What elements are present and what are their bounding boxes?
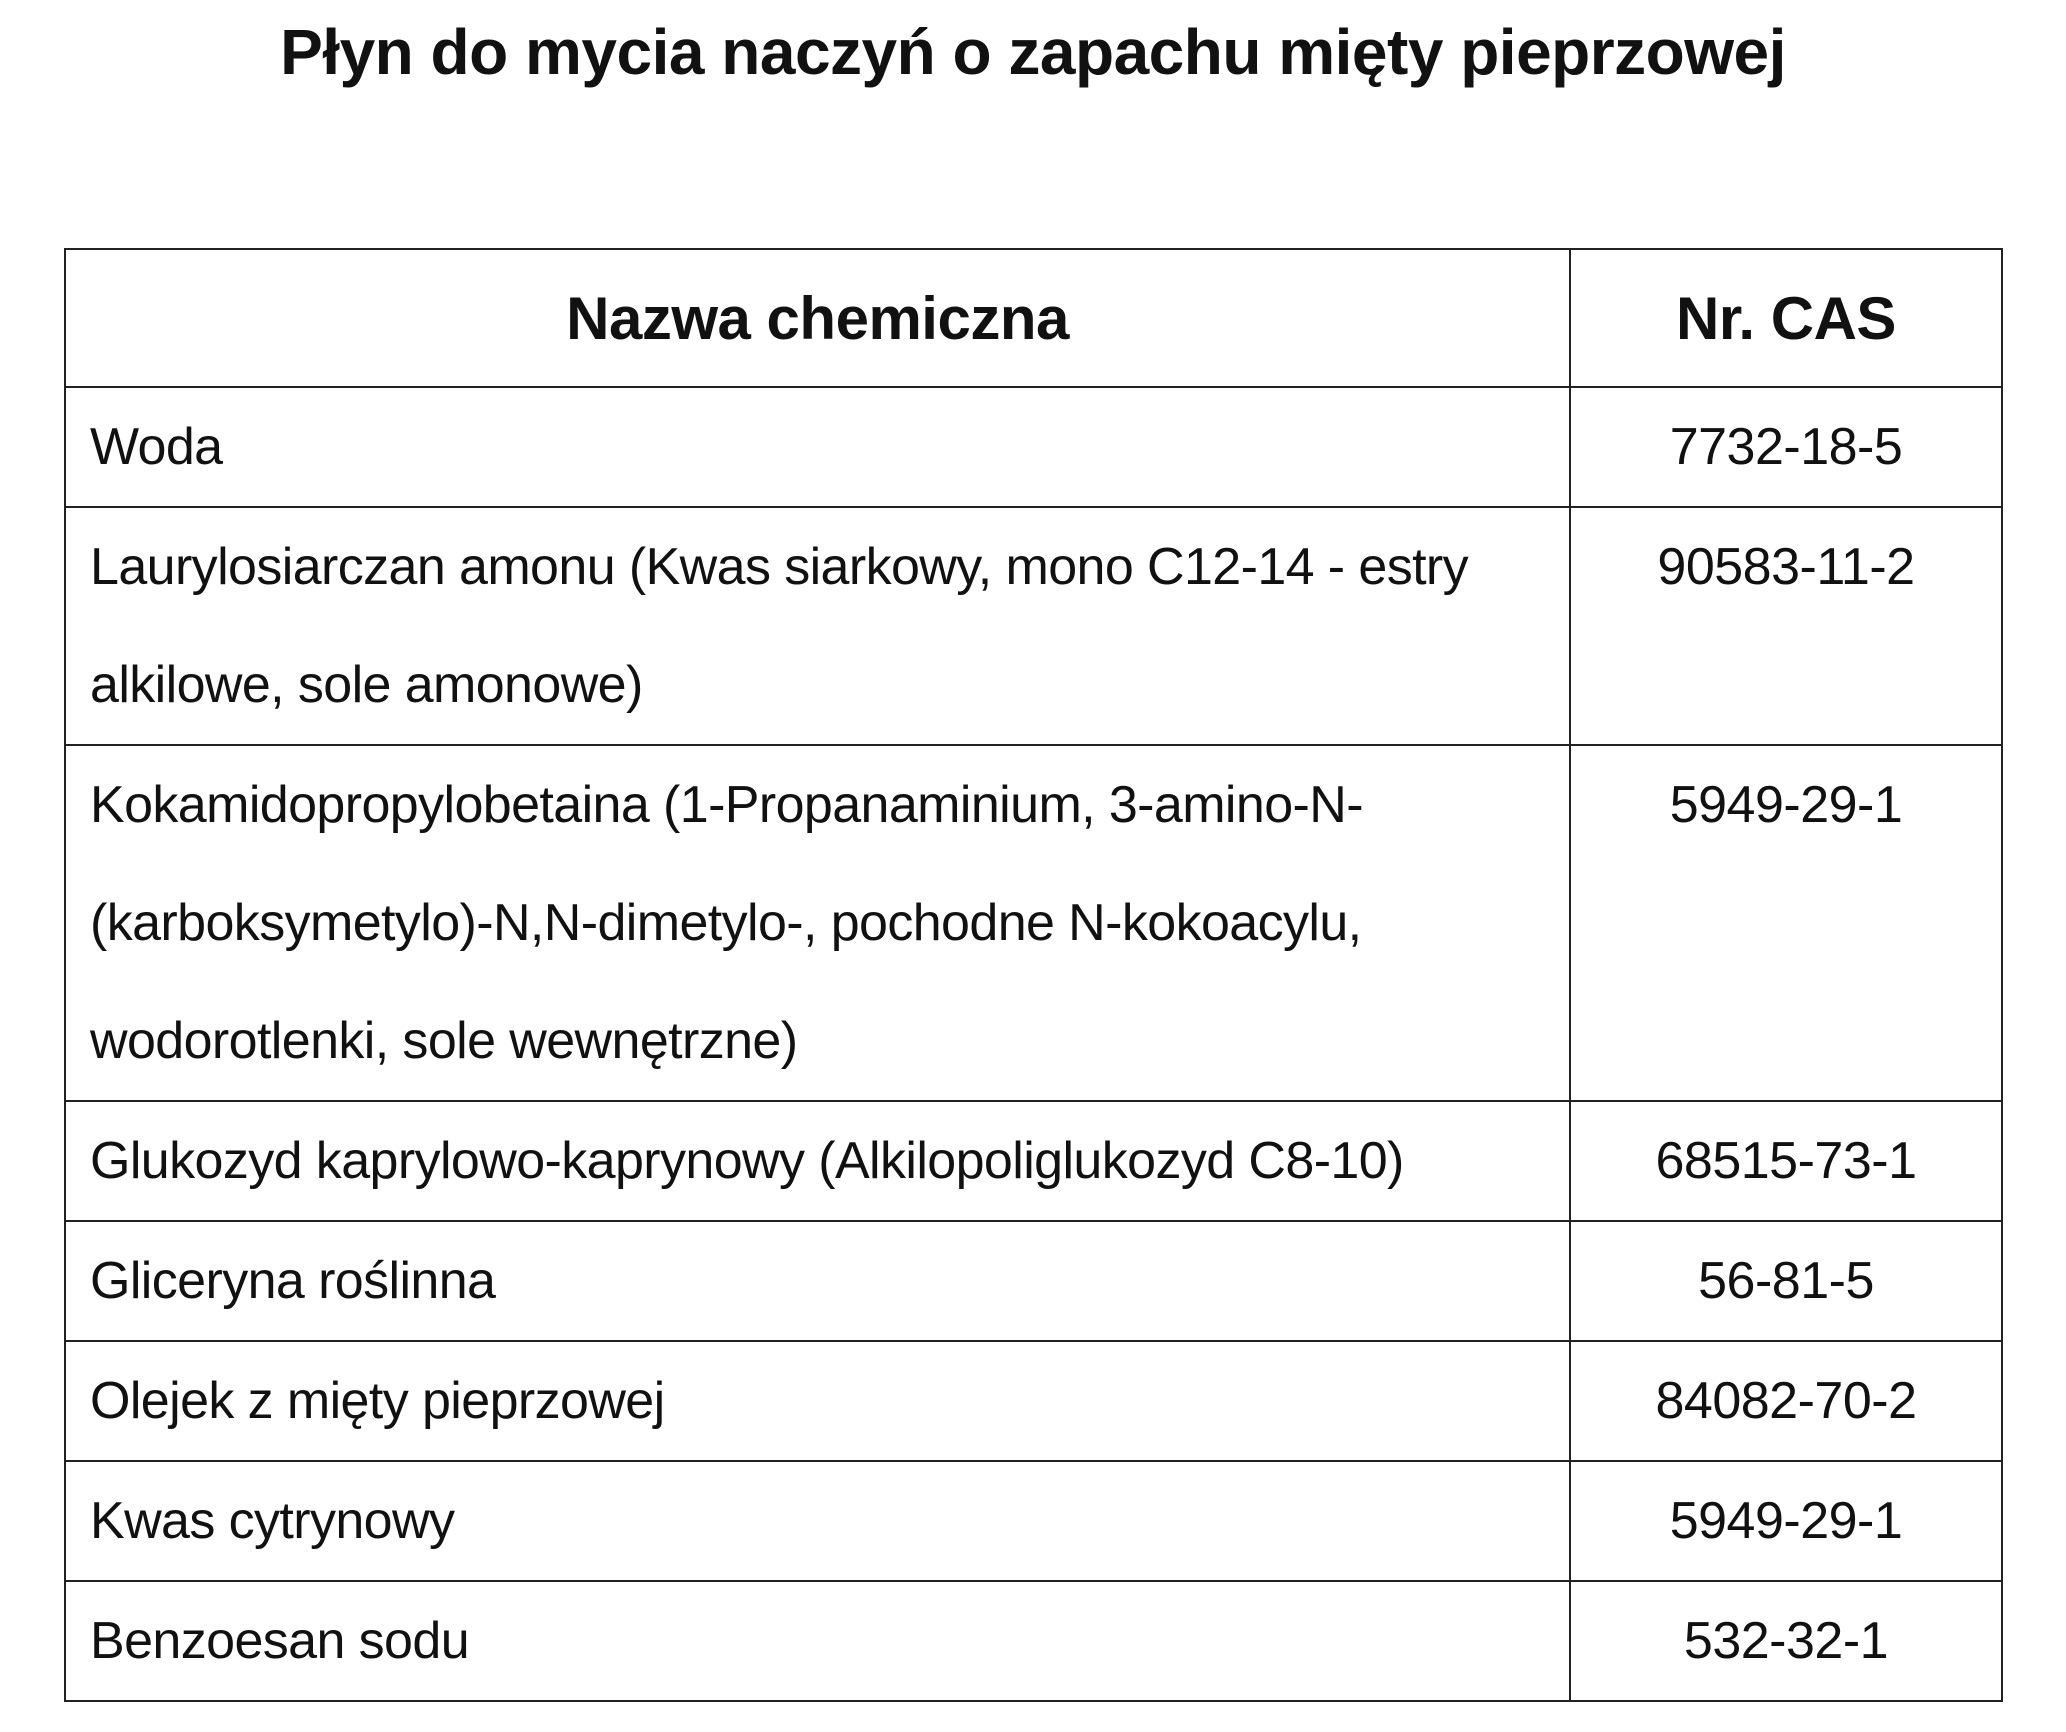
cas-number-cell: 90583-11-2	[1570, 507, 2002, 745]
chemical-name-cell: Olejek z mięty pieprzowej	[65, 1341, 1570, 1461]
cas-number-cell: 5949-29-1	[1570, 1461, 2002, 1581]
cas-number-cell: 56-81-5	[1570, 1221, 2002, 1341]
cas-number-cell: 84082-70-2	[1570, 1341, 2002, 1461]
table-row	[65, 1581, 2002, 1701]
table-row	[65, 1221, 2002, 1341]
column-header-chemical-name: Nazwa chemiczna	[65, 249, 1570, 387]
cas-number-cell: 7732-18-5	[1570, 387, 2002, 507]
table-header-row	[65, 249, 2002, 387]
chemical-name-cell: Laurylosiarczan amonu (Kwas siarkowy, mono C12-14 - estry alkilowe, sole amonowe)	[65, 507, 1570, 745]
table-row	[65, 507, 2002, 745]
chemical-name-cell: Benzoesan sodu	[65, 1581, 1570, 1701]
cas-number-cell: 5949-29-1	[1570, 745, 2002, 1101]
table-row	[65, 1461, 2002, 1581]
table-row	[65, 387, 2002, 507]
table-row	[65, 1341, 2002, 1461]
chemical-name-cell: Kwas cytrynowy	[65, 1461, 1570, 1581]
chemical-name-cell: Woda	[65, 387, 1570, 507]
cas-number-cell: 532-32-1	[1570, 1581, 2002, 1701]
table-row	[65, 1101, 2002, 1221]
column-header-cas-number: Nr. CAS	[1570, 249, 2002, 387]
chemical-name-cell: Kokamidopropylobetaina (1-Propanaminium, 3-amino-N-(karboksymetylo)-N,N-dimetylo-, pochodne N-kokoacylu, wodorotlenki, sole wewnętrzne)	[65, 745, 1570, 1101]
cas-number-cell: 68515-73-1	[1570, 1101, 2002, 1221]
chemical-name-cell: Glukozyd kaprylowo-kaprynowy (Alkilopoliglukozyd C8-10)	[65, 1101, 1570, 1221]
ingredients-table	[64, 248, 2003, 1702]
chemical-name-cell: Gliceryna roślinna	[65, 1221, 1570, 1341]
table-row	[65, 745, 2002, 1101]
document-title: Płyn do mycia naczyń o zapachu mięty pieprzowej	[280, 16, 1786, 88]
